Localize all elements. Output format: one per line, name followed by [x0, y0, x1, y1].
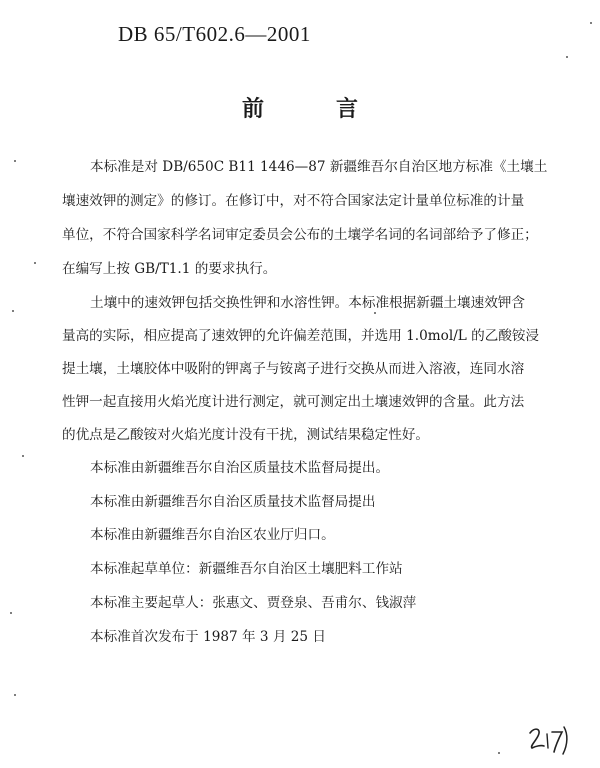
scan-speck [498, 752, 500, 754]
page-title [0, 92, 600, 123]
standard-code: DB 65/T602.6—2001 [118, 22, 311, 46]
scan-speck [10, 612, 12, 614]
paragraph-6: 本标准起草单位：新疆维吾尔自治区土壤肥料工作站 [90, 561, 403, 577]
paragraph-1-line-2: 壤速效钾的测定》的修订。在修订中，对不符合国家法定计量单位标准的计量 [62, 193, 525, 209]
handwritten-page-number [526, 724, 572, 756]
scan-speck [14, 694, 16, 696]
paragraph-1-line-1: 本标准是对 DB/650C B11 1446—87 新疆维吾尔自治区地方标准《土壤土 [90, 159, 548, 175]
paragraph-3: 本标准由新疆维吾尔自治区质量技术监督局提出。 [90, 460, 390, 476]
scan-speck [22, 455, 24, 457]
scan-speck [590, 22, 592, 24]
title-char-1: 前 [241, 96, 264, 122]
paragraph-4: 本标准由新疆维吾尔自治区质量技术监督局提出 [90, 494, 376, 510]
scan-speck [374, 312, 376, 314]
paragraph-8: 本标准首次发布于 1987 年 3 月 25 日 [90, 629, 326, 645]
paragraph-2-line-4: 性钾一起直接用火焰光度计进行测定，就可测定出土壤速效钾的含量。此方法 [62, 394, 525, 410]
paragraph-1-line-3: 单位，不符合国家科学名词审定委员会公布的土壤学名词的名词部给予了修正； [62, 227, 538, 243]
handwritten-mark-icon [526, 724, 572, 756]
scan-speck [14, 160, 16, 162]
paragraph-7: 本标准主要起草人：张惠文、贾登泉、吾甫尔、钱淑萍 [90, 595, 417, 611]
paragraph-5: 本标准由新疆维吾尔自治区农业厅归口。 [90, 527, 335, 543]
paragraph-2-line-3: 提土壤，土壤胶体中吸附的钾离子与铵离子进行交换从而进入溶液，连同水溶 [62, 361, 525, 377]
scan-speck [566, 56, 568, 58]
paragraph-2-line-2: 量高的实际，相应提高了速效钾的允许偏差范围，并选用 1.0mol/L 的乙酸铵浸 [62, 328, 540, 344]
scan-speck [34, 262, 36, 264]
title-char-2: 言 [336, 96, 359, 122]
paragraph-2-line-1: 土壤中的速效钾包括交换性钾和水溶性钾。本标准根据新疆土壤速效钾含 [90, 295, 525, 311]
paragraph-1-line-4: 在编写上按 GB/T1.1 的要求执行。 [62, 261, 277, 277]
scan-speck [12, 310, 14, 312]
paragraph-2-line-5: 的优点是乙酸铵对火焰光度计没有干扰，测试结果稳定性好。 [62, 427, 430, 443]
